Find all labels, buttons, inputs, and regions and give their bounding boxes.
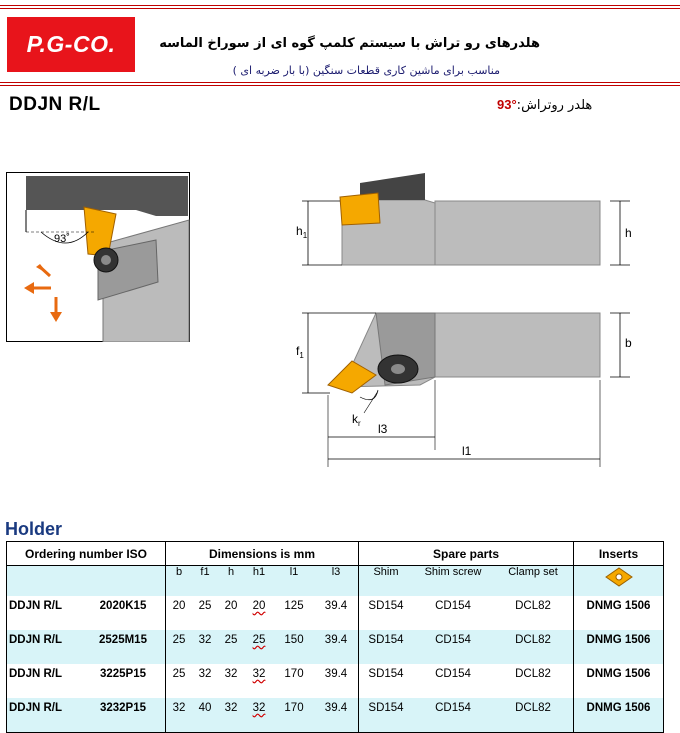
- cell-l3: 39.4: [314, 664, 359, 698]
- cell-b: 32: [166, 698, 193, 733]
- col-b: b: [166, 566, 193, 597]
- cell-shim-screw: CD154: [435, 600, 471, 612]
- cell-clamp-set: DCL82: [493, 630, 574, 664]
- holder-table: [6, 541, 664, 733]
- table-row: [7, 664, 664, 698]
- cell-l1: 150: [274, 630, 314, 664]
- angle-diagram-label: 93˚: [54, 233, 70, 245]
- cell-h: 32: [224, 668, 238, 680]
- angle-text: :هلدر روتراش: [516, 98, 593, 113]
- dimension-diagram: [290, 165, 640, 470]
- cell-insert: DNMG 1506: [574, 698, 664, 733]
- cell-type: DDJN R/L: [7, 664, 82, 698]
- cell-b: 25: [166, 630, 193, 664]
- dim-l1: l1: [462, 444, 472, 458]
- angle-label: [497, 97, 592, 113]
- cell-insert: DNMG 1506: [574, 664, 664, 698]
- col-h: h: [218, 566, 244, 597]
- page-title: هلدرهای رو تراش با سیستم کلمپ گوه ای از سوراخ الماسه: [159, 36, 540, 51]
- cell-h1: 20: [252, 600, 266, 612]
- cell-code: 3225P15: [81, 664, 166, 698]
- cell-clamp-set: DCL82: [493, 596, 574, 630]
- cell-f1: 25: [198, 600, 212, 612]
- cell-type: DDJN R/L: [7, 596, 82, 630]
- cell-insert: DNMG 1506: [574, 630, 664, 664]
- dim-kr-sub: r: [358, 419, 361, 428]
- cell-h: 20: [224, 600, 238, 612]
- col-insert-icon: [574, 566, 664, 597]
- col-f1: f1: [192, 566, 218, 597]
- dim-kr: k: [352, 412, 358, 426]
- table-group-header: [7, 542, 664, 566]
- cell-l1: 170: [274, 698, 314, 733]
- svg-text:kr: [352, 412, 361, 428]
- table-sub-header: [7, 566, 664, 597]
- header-rule: [0, 82, 680, 83]
- col-l3: l3: [314, 566, 359, 597]
- cell-clamp-set: DCL82: [493, 664, 574, 698]
- top-rule-2: [0, 8, 680, 9]
- group-dimensions: Dimensions is mm: [166, 542, 359, 566]
- angle-value: 93°: [497, 97, 517, 112]
- dim-h1: h: [296, 224, 303, 238]
- cell-b: 25: [172, 668, 186, 680]
- top-rule: [0, 5, 680, 6]
- group-inserts: Inserts: [574, 542, 664, 566]
- group-spare-parts: Spare parts: [359, 542, 574, 566]
- cell-code: 3232P15: [81, 698, 166, 733]
- cell-clamp-set: DCL82: [493, 698, 574, 733]
- page-subtitle: مناسب برای ماشین کاری قطعات سنگین (با بار ضربه ای ): [232, 64, 500, 77]
- cell-b: 20: [172, 600, 186, 612]
- dim-b: b: [625, 336, 632, 350]
- col-shim-screw: Shim screw: [413, 566, 493, 597]
- table-row: [7, 596, 664, 630]
- model-code: DDJN R/L: [9, 94, 101, 115]
- approach-angle-diagram: [6, 172, 190, 342]
- cell-code: 2020K15: [81, 596, 166, 630]
- svg-text:f1: [296, 344, 304, 360]
- svg-text:h1: [296, 224, 308, 240]
- cell-l3: 39.4: [314, 596, 359, 630]
- cell-shim-screw: CD154: [435, 668, 471, 680]
- company-logo: P.G-CO.: [7, 17, 135, 72]
- cell-shim: SD154: [368, 668, 404, 680]
- cell-h1: 32: [244, 698, 274, 733]
- col-h1: h1: [244, 566, 274, 597]
- header-rule-2: [0, 85, 680, 86]
- dim-h: h: [625, 226, 632, 240]
- cell-l3: 39.4: [314, 698, 359, 733]
- dim-l3: l3: [378, 422, 388, 436]
- cell-h: 25: [218, 630, 244, 664]
- cell-type: DDJN R/L: [7, 698, 82, 733]
- col-shim: Shim: [359, 566, 414, 597]
- cell-shim: SD154: [359, 698, 414, 733]
- cell-type: DDJN R/L: [7, 630, 82, 664]
- cell-code: 2525M15: [81, 630, 166, 664]
- cell-shim: SD154: [368, 600, 404, 612]
- cell-f1: 32: [198, 668, 212, 680]
- insert-icon: [603, 566, 635, 588]
- cell-insert: DNMG 1506: [574, 596, 664, 630]
- cell-l1: 170: [284, 668, 304, 680]
- cell-f1: 40: [192, 698, 218, 733]
- dim-h1-sub: 1: [302, 231, 308, 240]
- table-row: [7, 698, 664, 733]
- cell-shim: SD154: [359, 630, 414, 664]
- cell-l3: 39.4: [314, 630, 359, 664]
- cell-shim-screw: CD154: [413, 630, 493, 664]
- cell-h: 32: [218, 698, 244, 733]
- col-clamp-set: Clamp set: [493, 566, 574, 597]
- dim-f1: f: [296, 344, 300, 358]
- cell-f1: 32: [192, 630, 218, 664]
- cell-h1: 25: [244, 630, 274, 664]
- cell-l1: 125: [284, 600, 304, 612]
- cell-h1: 32: [252, 668, 266, 680]
- cell-shim-screw: CD154: [413, 698, 493, 733]
- dim-f1-sub: 1: [299, 351, 304, 360]
- table-heading: Holder: [5, 519, 63, 539]
- col-l1: l1: [274, 566, 314, 597]
- table-row: [7, 630, 664, 664]
- group-ordering: Ordering number ISO: [7, 542, 166, 566]
